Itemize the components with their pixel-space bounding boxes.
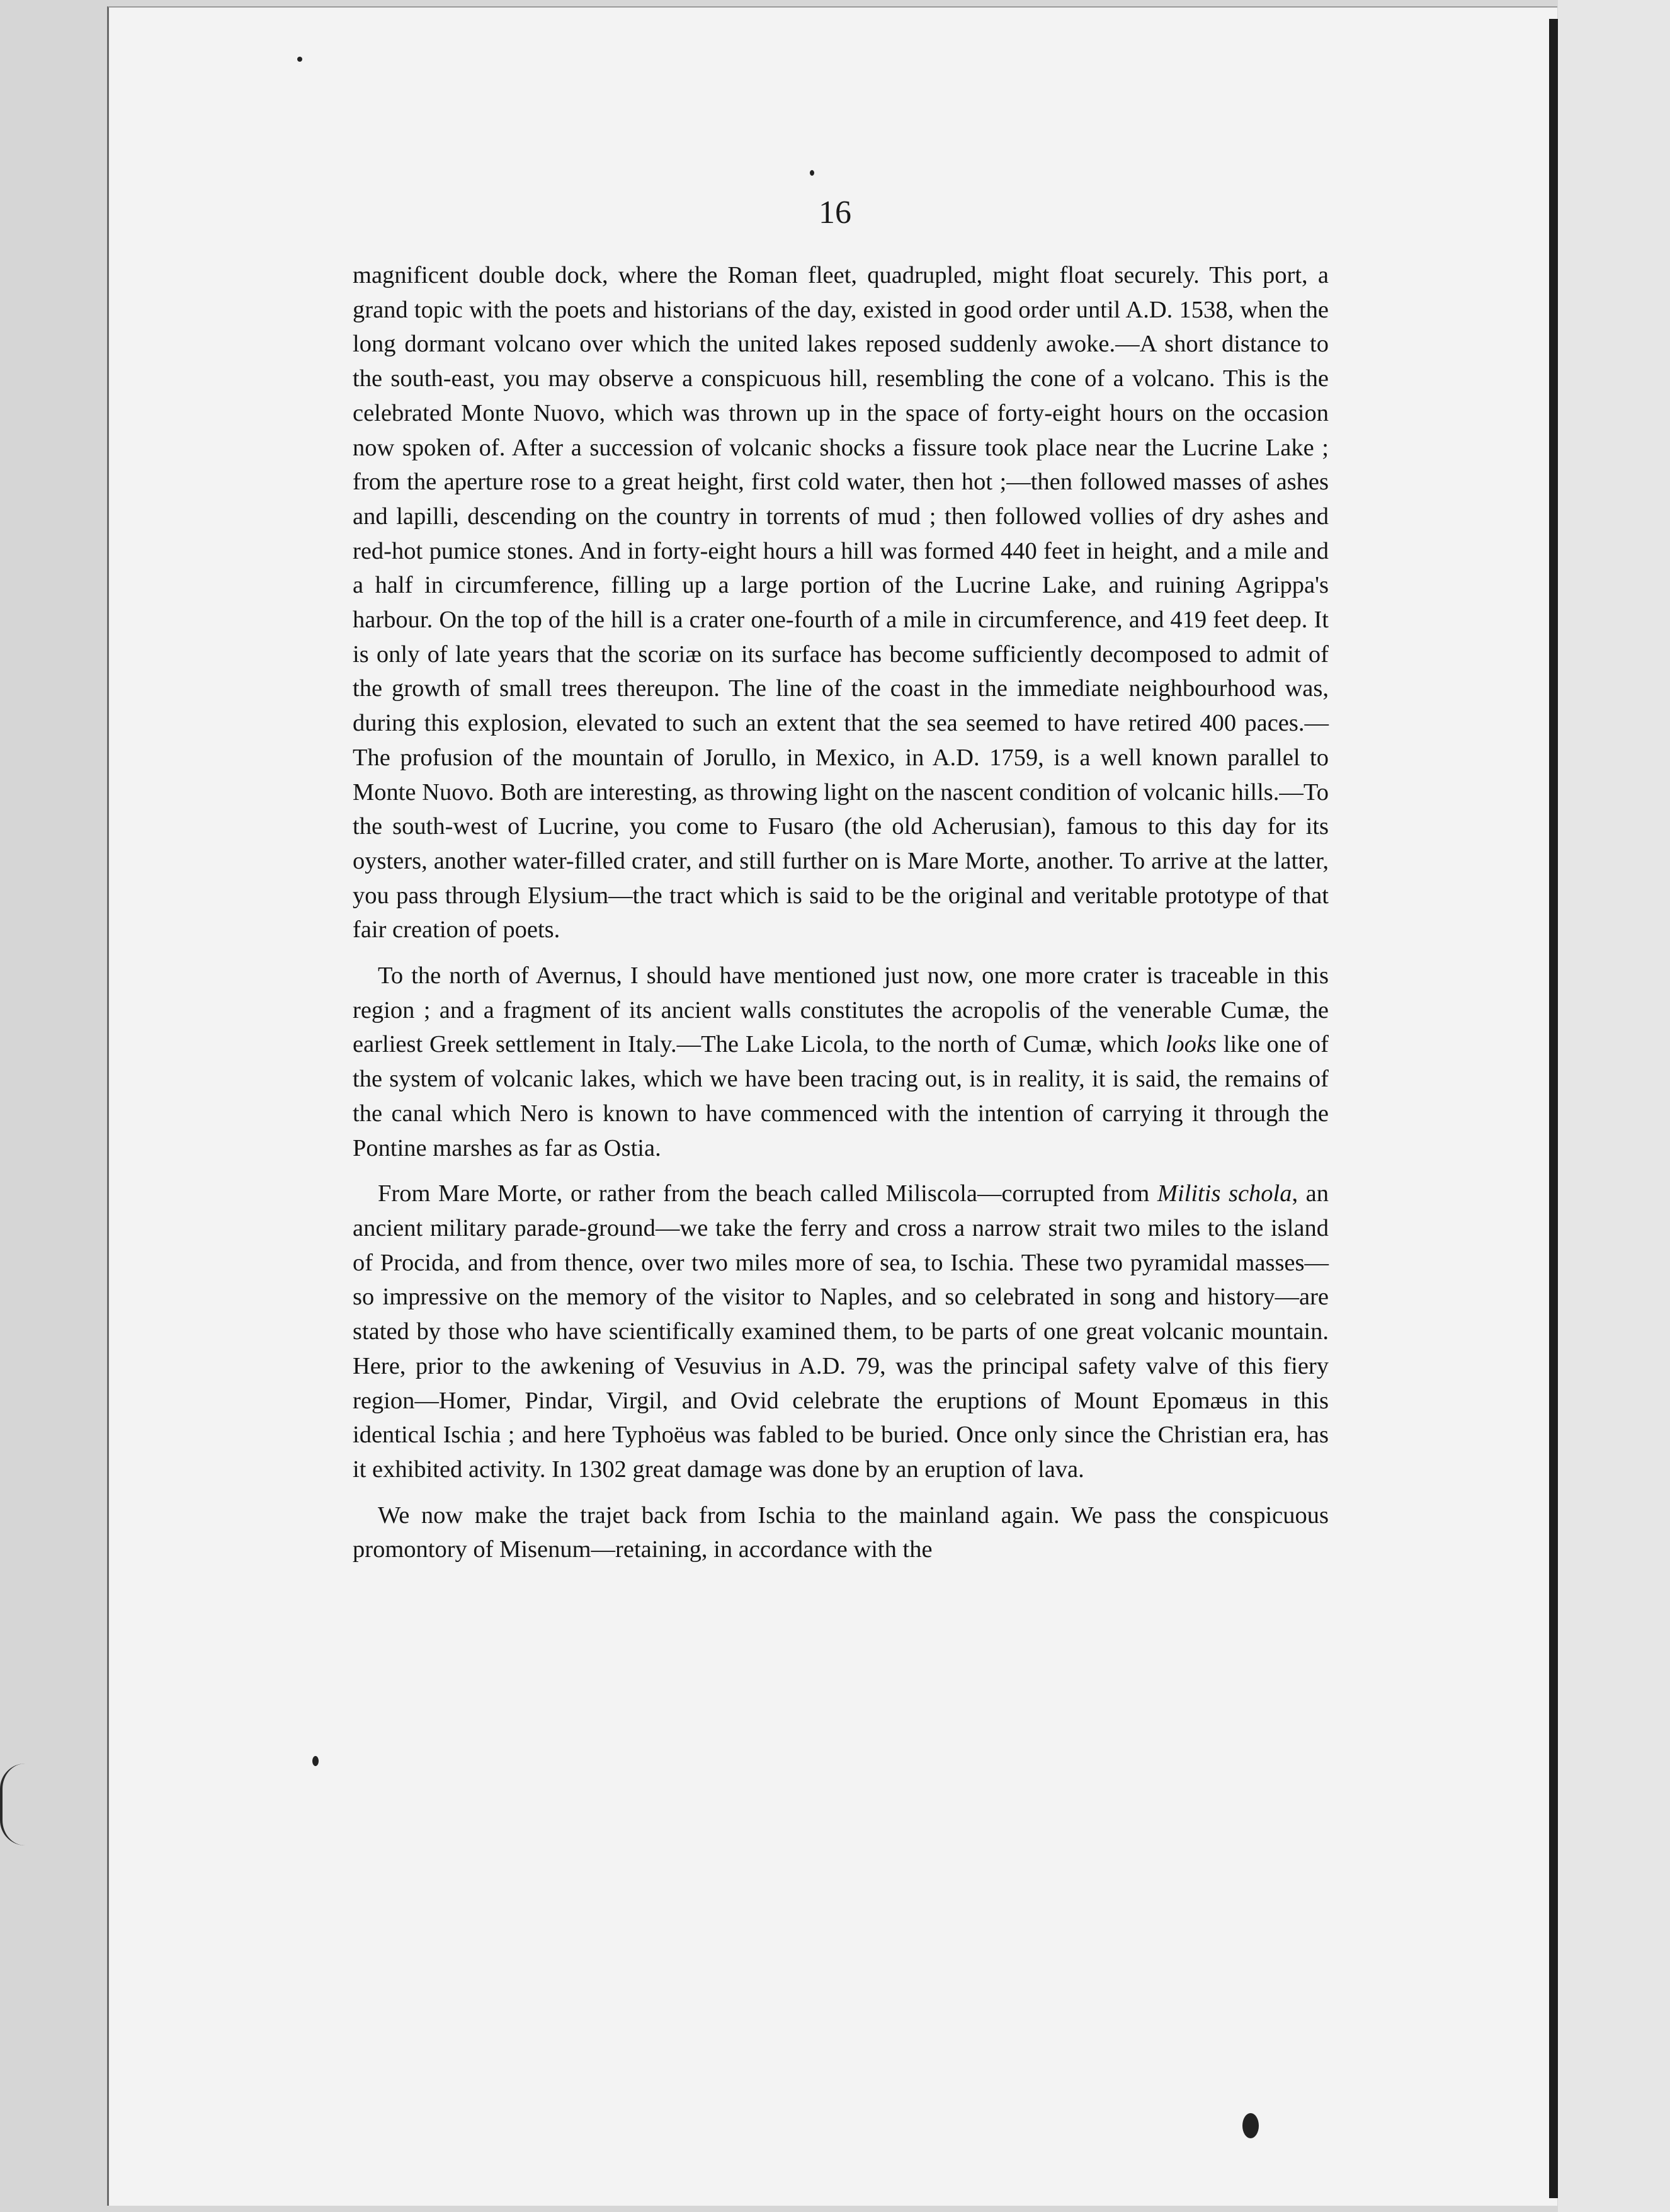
- scan-margin: [1558, 0, 1670, 2212]
- paragraph-text: magnificent double dock, where the Roman fleet, quadrupled, might float securely. This port, a grand topic with the poets and historians of the day, existed in good order until A.D. 1538, when the long dormant volcano over which the united lakes reposed suddenly awoke.—A short distance to the south-east, you may observe a conspicuous hill, resembling the cone of a volcano. This is the celebrated Monte Nuovo, which was thrown up in the space of forty-eight hours on the occasion now spoken of. After a succession of volcanic shocks a fissure took place near the Lucrine Lake ; from the aperture rose to a great height, first cold water, then hot ;—then followed masses of ashes and lapilli, descending on the country in torrents of mud ; then followed vollies of dry ashes and red-hot pumice stones. And in forty-eight hours a hill was formed 440 feet in height, and a mile and a half in circumference, filling up a large portion of the Lucrine Lake, and ruining Agrippa's harbour. On the top of the hill is a crater one-fourth of a mile in circumference, and 419 feet deep. It is only of late years that the scoriæ on its surface has become sufficiently decomposed to admit of the growth of small trees thereupon. The line of the coast in the immediate neighbourhood was, during this explosion, elevated to such an extent that the sea seemed to have retired 400 paces.—The profusion of the mountain of Jorullo, in Mexico, in A.D. 1759, is a well known parallel to Monte Nuovo. Both are interesting, as throwing light on the nascent condition of volcanic hills.—To the south-west of Lucrine, you come to Fusaro (the old Acherusian), famous to this day for its oysters, another water-filled crater, and still further on is Mare Morte, another. To arrive at the latter, you pass through Elysium—the tract which is said to be the original and veritable prototype of that fair creation of poets.: [353, 262, 1329, 944]
- paragraph-text: , an ancient military parade-ground—we take the ferry and cross a narrow strait two miles to the island of Procida, and from thence, over two miles more of sea, to Ischia. These two pyramidal masses—so impressive on the memory of the visitor to Naples, and so celebrated in song and history—are stated by those who have scientifically examined them, to be parts of one great volcanic mountain. Here, prior to the awkening of Vesuvius in A.D. 79, was the principal safety valve of this fiery region—Homer, Pindar, Virgil, and Ovid celebrate the eruptions of Mount Epomæus in this identical Ischia ; and here Typhoëus was fabled to be buried. Once only since the Christian era, has it exhibited activity. In 1302 great damage was done by an eruption of lava.: [353, 1180, 1329, 1483]
- ink-speck: [312, 1756, 319, 1766]
- body-text: [353, 258, 1329, 1567]
- paragraph-1: [353, 258, 1329, 947]
- paragraph-text: From Mare Morte, or rather from the beach called Miliscola—corrupted from: [378, 1180, 1157, 1207]
- emphasis-text: looks: [1165, 1031, 1217, 1058]
- scan-artifact-bracket: [0, 1764, 28, 1845]
- ink-speck: [1242, 2113, 1259, 2138]
- page-edge-shadow: [1549, 19, 1558, 2198]
- paragraph-4: [353, 1498, 1329, 1567]
- emphasis-text: Militis schola: [1157, 1180, 1292, 1207]
- paragraph-text: like one of the system of volcanic lakes, which we have been tracing out, is in reality, it is said, the remains of the canal which Nero is known to have commenced with the intention of carrying it through the Pontine marshes as far as Ostia.: [353, 1031, 1329, 1161]
- page-number: 16: [819, 195, 851, 231]
- ink-speck: [297, 57, 302, 62]
- paragraph-text: To the north of Avernus, I should have mentioned just now, one more crater is traceable in this region ; and a fragment of its ancient walls constitutes the acropolis of the venerable Cumæ, the earliest Greek settlement in Italy.—The Lake Licola, to the north of Cumæ, which: [353, 962, 1329, 1058]
- paragraph-2: [353, 959, 1329, 1165]
- ink-speck: [810, 170, 814, 176]
- paragraph-3: [353, 1177, 1329, 1486]
- paragraph-text: We now make the trajet back from Ischia to the mainland again. We pass the conspicuous promontory of Misenum—retaining, in accordance with the: [353, 1502, 1329, 1563]
